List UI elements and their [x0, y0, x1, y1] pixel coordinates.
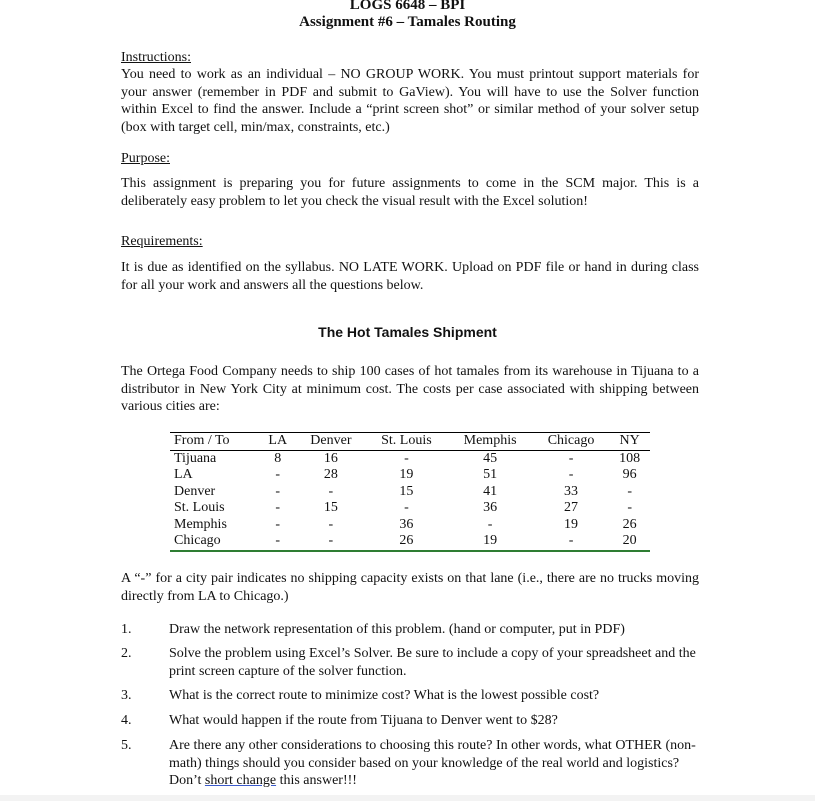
table-cell: 16 [323, 450, 338, 466]
table-cell: 15 [323, 500, 338, 515]
question-text-end: this answer!!! [276, 773, 357, 788]
row-label: Tijuana [174, 450, 217, 466]
table-cell: 26 [365, 533, 447, 551]
question-text: What would happen if the route from Tijuana to Denver went to $28? [169, 713, 558, 728]
shipment-title: The Hot Tamales Shipment [318, 324, 497, 340]
table-cell: - [404, 500, 409, 515]
table-cell: - [627, 500, 632, 515]
requirements-heading: Requirements: [121, 234, 203, 249]
table-cell: 45 [483, 450, 498, 466]
table-cell: 27 [564, 500, 579, 515]
table-cell: - [275, 483, 281, 499]
table-cell: - [328, 483, 334, 499]
table-cell: 51 [483, 467, 498, 482]
row-label: St. Louis [174, 500, 225, 515]
requirements-text: It is due as identified on the syllabus. NO LATE WORK. Upload on PDF file or hand in during class for all your work and answers all the questions below. [121, 260, 699, 293]
table-cell: 36 [483, 500, 498, 515]
underlined-phrase: short change [204, 773, 277, 788]
table-cell: 108 [619, 450, 641, 466]
table-row [170, 533, 650, 551]
purpose-text: This assignment is preparing you for future assignments to come in the SCM major. This is a deliberately easy problem to let you check the visual result with the Excel solution! [121, 176, 699, 209]
column-header: Chicago [533, 433, 610, 451]
table-cell: - [275, 500, 281, 515]
table-cell: - [296, 533, 365, 551]
question-text: What is the correct route to minimize cost? What is the lowest possible cost? [169, 688, 600, 703]
table-cell: 8 [274, 450, 282, 466]
column-header: From / To [170, 433, 259, 451]
question-number: 5. [121, 738, 132, 753]
table-cell: - [568, 450, 574, 466]
table-cell: - [404, 450, 409, 466]
row-label: LA [174, 467, 193, 482]
table-cell: - [627, 483, 632, 499]
shipment-intro: The Ortega Food Company needs to ship 100 cases of hot tamales from its warehouse in Tijuana to a distributor in New York City at minimum cost. The costs per case associated with shipping between various cities are: [121, 364, 699, 414]
table-row [170, 450, 650, 467]
table-cell: - [275, 516, 281, 532]
column-header: Denver [296, 433, 365, 451]
capacity-note: A “-” for a city pair indicates no shipping capacity exists on that lane (i.e., there are no trucks moving directly from LA to Chicago.) [121, 571, 699, 604]
column-header: Memphis [447, 433, 532, 451]
question-number: 1. [121, 622, 132, 637]
instructions-heading: Instructions: [121, 50, 191, 65]
question-number: 3. [121, 688, 132, 703]
table-cell: 28 [323, 467, 338, 482]
assignment-title: Assignment #6 – Tamales Routing [299, 14, 516, 30]
column-header: St. Louis [365, 433, 447, 451]
question-text-start: Are there any other considerations to choosing this route? In other words, what OTHER (non-math) things should you consider based on your knowledge of the real world and logistics? Don’t [169, 738, 696, 788]
table-cell: 33 [564, 483, 579, 499]
table-cell: - [275, 467, 281, 482]
table-cell: 41 [483, 483, 498, 499]
table-row [170, 484, 650, 501]
course-title: LOGS 6648 – BPI [349, 0, 466, 13]
table-cell: - [533, 533, 610, 551]
table-cell: 20 [609, 533, 650, 551]
row-label: Chicago [170, 533, 259, 551]
table-cell: - [259, 533, 296, 551]
table-cell: - [328, 516, 334, 532]
shipping-cost-table [170, 432, 650, 552]
column-header: LA [259, 433, 296, 451]
table-cell: - [568, 467, 574, 482]
table-cell: 19 [399, 467, 414, 482]
table-cell: 36 [399, 516, 414, 532]
table-cell: 19 [447, 533, 532, 551]
row-label: Denver [174, 483, 216, 499]
table-cell: 96 [622, 467, 637, 482]
table-cell: 26 [622, 516, 637, 532]
table-row [170, 500, 650, 517]
instructions-text: You need to work as an individual – NO GROUP WORK. You must printout support materials for your answer (remember in PDF and submit to GaView). You will have to use the Solver function within Excel to find the answer. Include a “print screen shot” or similar method of your solver setup (box with target cell, min/max, constraints, etc.) [121, 67, 699, 135]
purpose-heading: Purpose: [121, 151, 170, 166]
question-number: 2. [121, 646, 132, 661]
table-row [170, 467, 650, 484]
table-cell: - [487, 516, 493, 532]
table-cell: 19 [564, 516, 579, 532]
row-label: Memphis [174, 516, 227, 532]
table-row [170, 517, 650, 534]
question-number: 4. [121, 713, 132, 728]
question-text: Solve the problem using Excel’s Solver. Be sure to include a copy of your spreadsheet and the print screen capture of the solver function. [169, 646, 696, 679]
column-header: NY [609, 433, 650, 451]
table-cell: 15 [399, 483, 414, 499]
question-text [169, 737, 699, 790]
question-text: Draw the network representation of this problem. (hand or computer, put in PDF) [169, 622, 625, 637]
table-header-row [170, 433, 650, 451]
